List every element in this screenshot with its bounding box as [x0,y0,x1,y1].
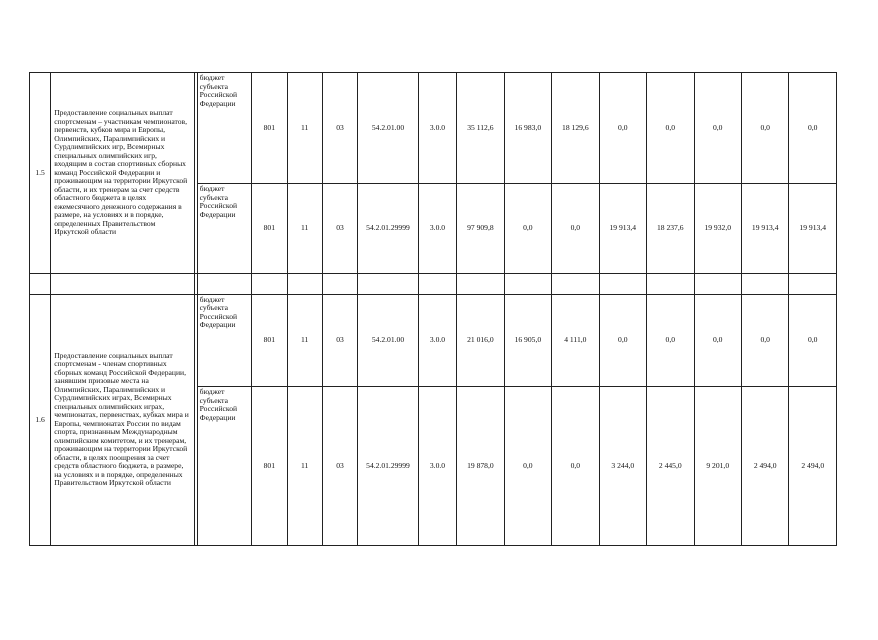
value-cell: 0,0 [741,73,788,184]
value-cell: 0,0 [552,184,599,273]
code-cell: 03 [322,387,357,546]
value-cell: 97 909,8 [457,184,504,273]
funding-source: бюджет субъекта Российской Федерации [197,73,252,184]
expense-code-cell: 3.0.0 [418,387,456,546]
funding-source: бюджет субъекта Российской Федерации [197,184,252,273]
value-cell: 0,0 [504,184,551,273]
value-cell: 19 932,0 [694,184,741,273]
value-cell: 21 016,0 [457,294,504,386]
funding-source: бюджет субъекта Российской Федерации [197,387,252,546]
expense-code-cell: 3.0.0 [418,73,456,184]
code-cell: 801 [252,184,287,273]
value-cell: 0,0 [647,294,694,386]
value-cell: 19 878,0 [457,387,504,546]
value-cell: 19 913,4 [599,184,646,273]
code-cell: 11 [287,294,322,386]
value-cell: 16 905,0 [504,294,551,386]
value-cell: 0,0 [789,73,837,184]
code-cell: 03 [322,294,357,386]
target-code-cell: 54.2.01.29999 [358,184,419,273]
value-cell: 0,0 [741,294,788,386]
value-cell: 16 983,0 [504,73,551,184]
item-description: Предоставление социальных выплат спортсменам - членам спортивных сборных команд Российской Федерации, занявшим призовые места на Олимпийских, Паралимпийских и Сурдлимпийских играх, Всемирных специальных олимпийских играх, чемпионатах, первенствах, кубках мира и Европы, чемпионатах России по видам спорта, признанным Международным олимпийским комитетом, и их тренерам, проживающим на территории Иркутской области, в целях поощрения за счет средств областного бюджета, в размере, на условиях и в порядке, определенных Правительством Иркутской области [51,294,194,545]
target-code-cell: 54.2.01.29999 [358,387,419,546]
value-cell: 0,0 [694,73,741,184]
code-cell: 03 [322,184,357,273]
code-cell: 801 [252,294,287,386]
code-cell: 801 [252,73,287,184]
table-row [30,294,837,386]
code-cell: 11 [287,73,322,184]
value-cell: 35 112,6 [457,73,504,184]
budget-table [29,72,837,546]
table-row [30,73,837,184]
value-cell: 2 494,0 [741,387,788,546]
value-cell: 0,0 [599,294,646,386]
code-cell: 03 [322,73,357,184]
table-row-empty [30,273,837,294]
value-cell: 18 237,6 [647,184,694,273]
value-cell: 19 913,4 [741,184,788,273]
item-description: Предоставление социальных выплат спортсменам – участникам чемпионатов, первенств, кубков мира и Европы, Олимпийских, Паралимпийских и Сурдлимпийских игр, Всемирных специальных олимпийских игр, входящим в состав спортивных сборных команд Российской Федерации и проживающим на территории Иркутской области, и их тренерам за счет средств областного бюджета в целях ежемесячного денежного содержания в размере, на условиях и в порядке, определенных Правительством Иркутской области [51,73,194,274]
value-cell: 0,0 [552,387,599,546]
value-cell: 4 111,0 [552,294,599,386]
value-cell: 0,0 [647,73,694,184]
value-cell: 0,0 [504,387,551,546]
item-number: 1.6 [30,294,51,545]
code-cell: 801 [252,387,287,546]
value-cell: 0,0 [694,294,741,386]
value-cell: 9 201,0 [694,387,741,546]
expense-code-cell: 3.0.0 [418,184,456,273]
funding-source: бюджет субъекта Российской Федерации [197,294,252,386]
value-cell: 19 913,4 [789,184,837,273]
value-cell: 0,0 [789,294,837,386]
value-cell: 3 244,0 [599,387,646,546]
value-cell: 18 129,6 [552,73,599,184]
value-cell: 0,0 [599,73,646,184]
target-code-cell: 54.2.01.00 [358,73,419,184]
expense-code-cell: 3.0.0 [418,294,456,386]
target-code-cell: 54.2.01.00 [358,294,419,386]
value-cell: 2 445,0 [647,387,694,546]
value-cell: 2 494,0 [789,387,837,546]
item-number: 1.5 [30,73,51,274]
code-cell: 11 [287,184,322,273]
code-cell: 11 [287,387,322,546]
